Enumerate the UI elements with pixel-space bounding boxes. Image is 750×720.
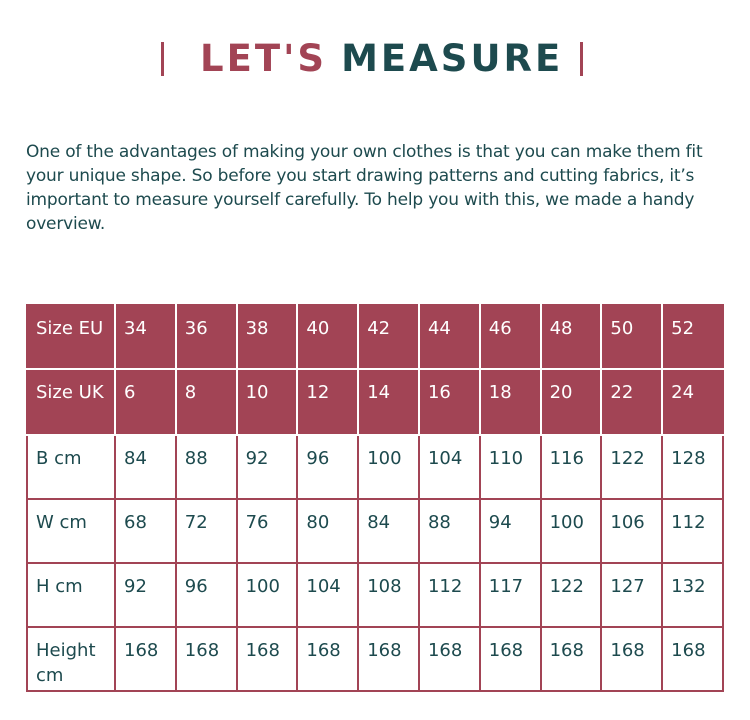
title-word-measure: MEASURE — [341, 37, 564, 80]
page-title — [200, 34, 564, 84]
table-cell: 6 — [115, 369, 176, 435]
table-cell: 168 — [237, 627, 298, 691]
table-row-bust-cm — [27, 435, 723, 499]
table-row-size-eu — [27, 305, 723, 369]
table-cell: 168 — [480, 627, 541, 691]
title-divider-right — [580, 42, 583, 76]
table-cell: 168 — [601, 627, 662, 691]
row-label: H cm — [27, 563, 115, 627]
table-cell: 94 — [480, 499, 541, 563]
table-row-waist-cm — [27, 499, 723, 563]
table-cell: 168 — [176, 627, 237, 691]
table-cell: 18 — [480, 369, 541, 435]
page-header — [0, 34, 750, 84]
table-cell: 168 — [541, 627, 602, 691]
table-cell: 100 — [541, 499, 602, 563]
table-cell: 100 — [237, 563, 298, 627]
table-cell: 168 — [419, 627, 480, 691]
table-cell: 100 — [358, 435, 419, 499]
table-cell: 112 — [662, 499, 723, 563]
table-cell: 168 — [358, 627, 419, 691]
table-cell: 42 — [358, 305, 419, 369]
table-cell: 8 — [176, 369, 237, 435]
row-label: W cm — [27, 499, 115, 563]
table-cell: 84 — [115, 435, 176, 499]
table-cell: 68 — [115, 499, 176, 563]
row-label: B cm — [27, 435, 115, 499]
table-cell: 132 — [662, 563, 723, 627]
title-divider-left — [161, 42, 164, 76]
intro-paragraph: One of the advantages of making your own clothes is that you can make them fit your unique shape. So before you start drawing patterns and cutting fabrics, it’s important to measure yourself carefully. To help you with this, we made a handy overview. — [26, 142, 703, 234]
table-cell: 40 — [297, 305, 358, 369]
table-cell: 16 — [419, 369, 480, 435]
table-cell: 52 — [662, 305, 723, 369]
table-cell: 72 — [176, 499, 237, 563]
table-cell: 10 — [237, 369, 298, 435]
table-row-height-cm — [27, 627, 723, 691]
table-cell: 122 — [601, 435, 662, 499]
table-cell: 38 — [237, 305, 298, 369]
row-label: Size EU — [27, 305, 115, 369]
table-cell: 128 — [662, 435, 723, 499]
table-cell: 36 — [176, 305, 237, 369]
table-cell: 50 — [601, 305, 662, 369]
table-cell: 46 — [480, 305, 541, 369]
table-cell: 108 — [358, 563, 419, 627]
table-cell: 168 — [662, 627, 723, 691]
table-cell: 104 — [419, 435, 480, 499]
size-chart-table — [26, 304, 724, 692]
row-label: Size UK — [27, 369, 115, 435]
table-cell: 117 — [480, 563, 541, 627]
title-word-lets: LET'S — [200, 37, 328, 80]
table-cell: 12 — [297, 369, 358, 435]
table-cell: 48 — [541, 305, 602, 369]
table-cell: 127 — [601, 563, 662, 627]
table-cell: 24 — [662, 369, 723, 435]
table-cell: 80 — [297, 499, 358, 563]
table-cell: 76 — [237, 499, 298, 563]
table-cell: 88 — [419, 499, 480, 563]
table-cell: 104 — [297, 563, 358, 627]
table-cell: 84 — [358, 499, 419, 563]
table-cell: 110 — [480, 435, 541, 499]
row-label: Height cm — [27, 627, 115, 691]
table-cell: 44 — [419, 305, 480, 369]
table-cell: 122 — [541, 563, 602, 627]
table-cell: 92 — [237, 435, 298, 499]
table-cell: 22 — [601, 369, 662, 435]
table-cell: 96 — [176, 563, 237, 627]
table-cell: 106 — [601, 499, 662, 563]
table-cell: 14 — [358, 369, 419, 435]
table-cell: 116 — [541, 435, 602, 499]
table-row-hip-cm — [27, 563, 723, 627]
table-cell: 168 — [297, 627, 358, 691]
table-row-size-uk — [27, 369, 723, 435]
table-cell: 92 — [115, 563, 176, 627]
table-cell: 112 — [419, 563, 480, 627]
table-cell: 20 — [541, 369, 602, 435]
table-cell: 34 — [115, 305, 176, 369]
table-cell: 88 — [176, 435, 237, 499]
table-cell: 96 — [297, 435, 358, 499]
table-cell: 168 — [115, 627, 176, 691]
